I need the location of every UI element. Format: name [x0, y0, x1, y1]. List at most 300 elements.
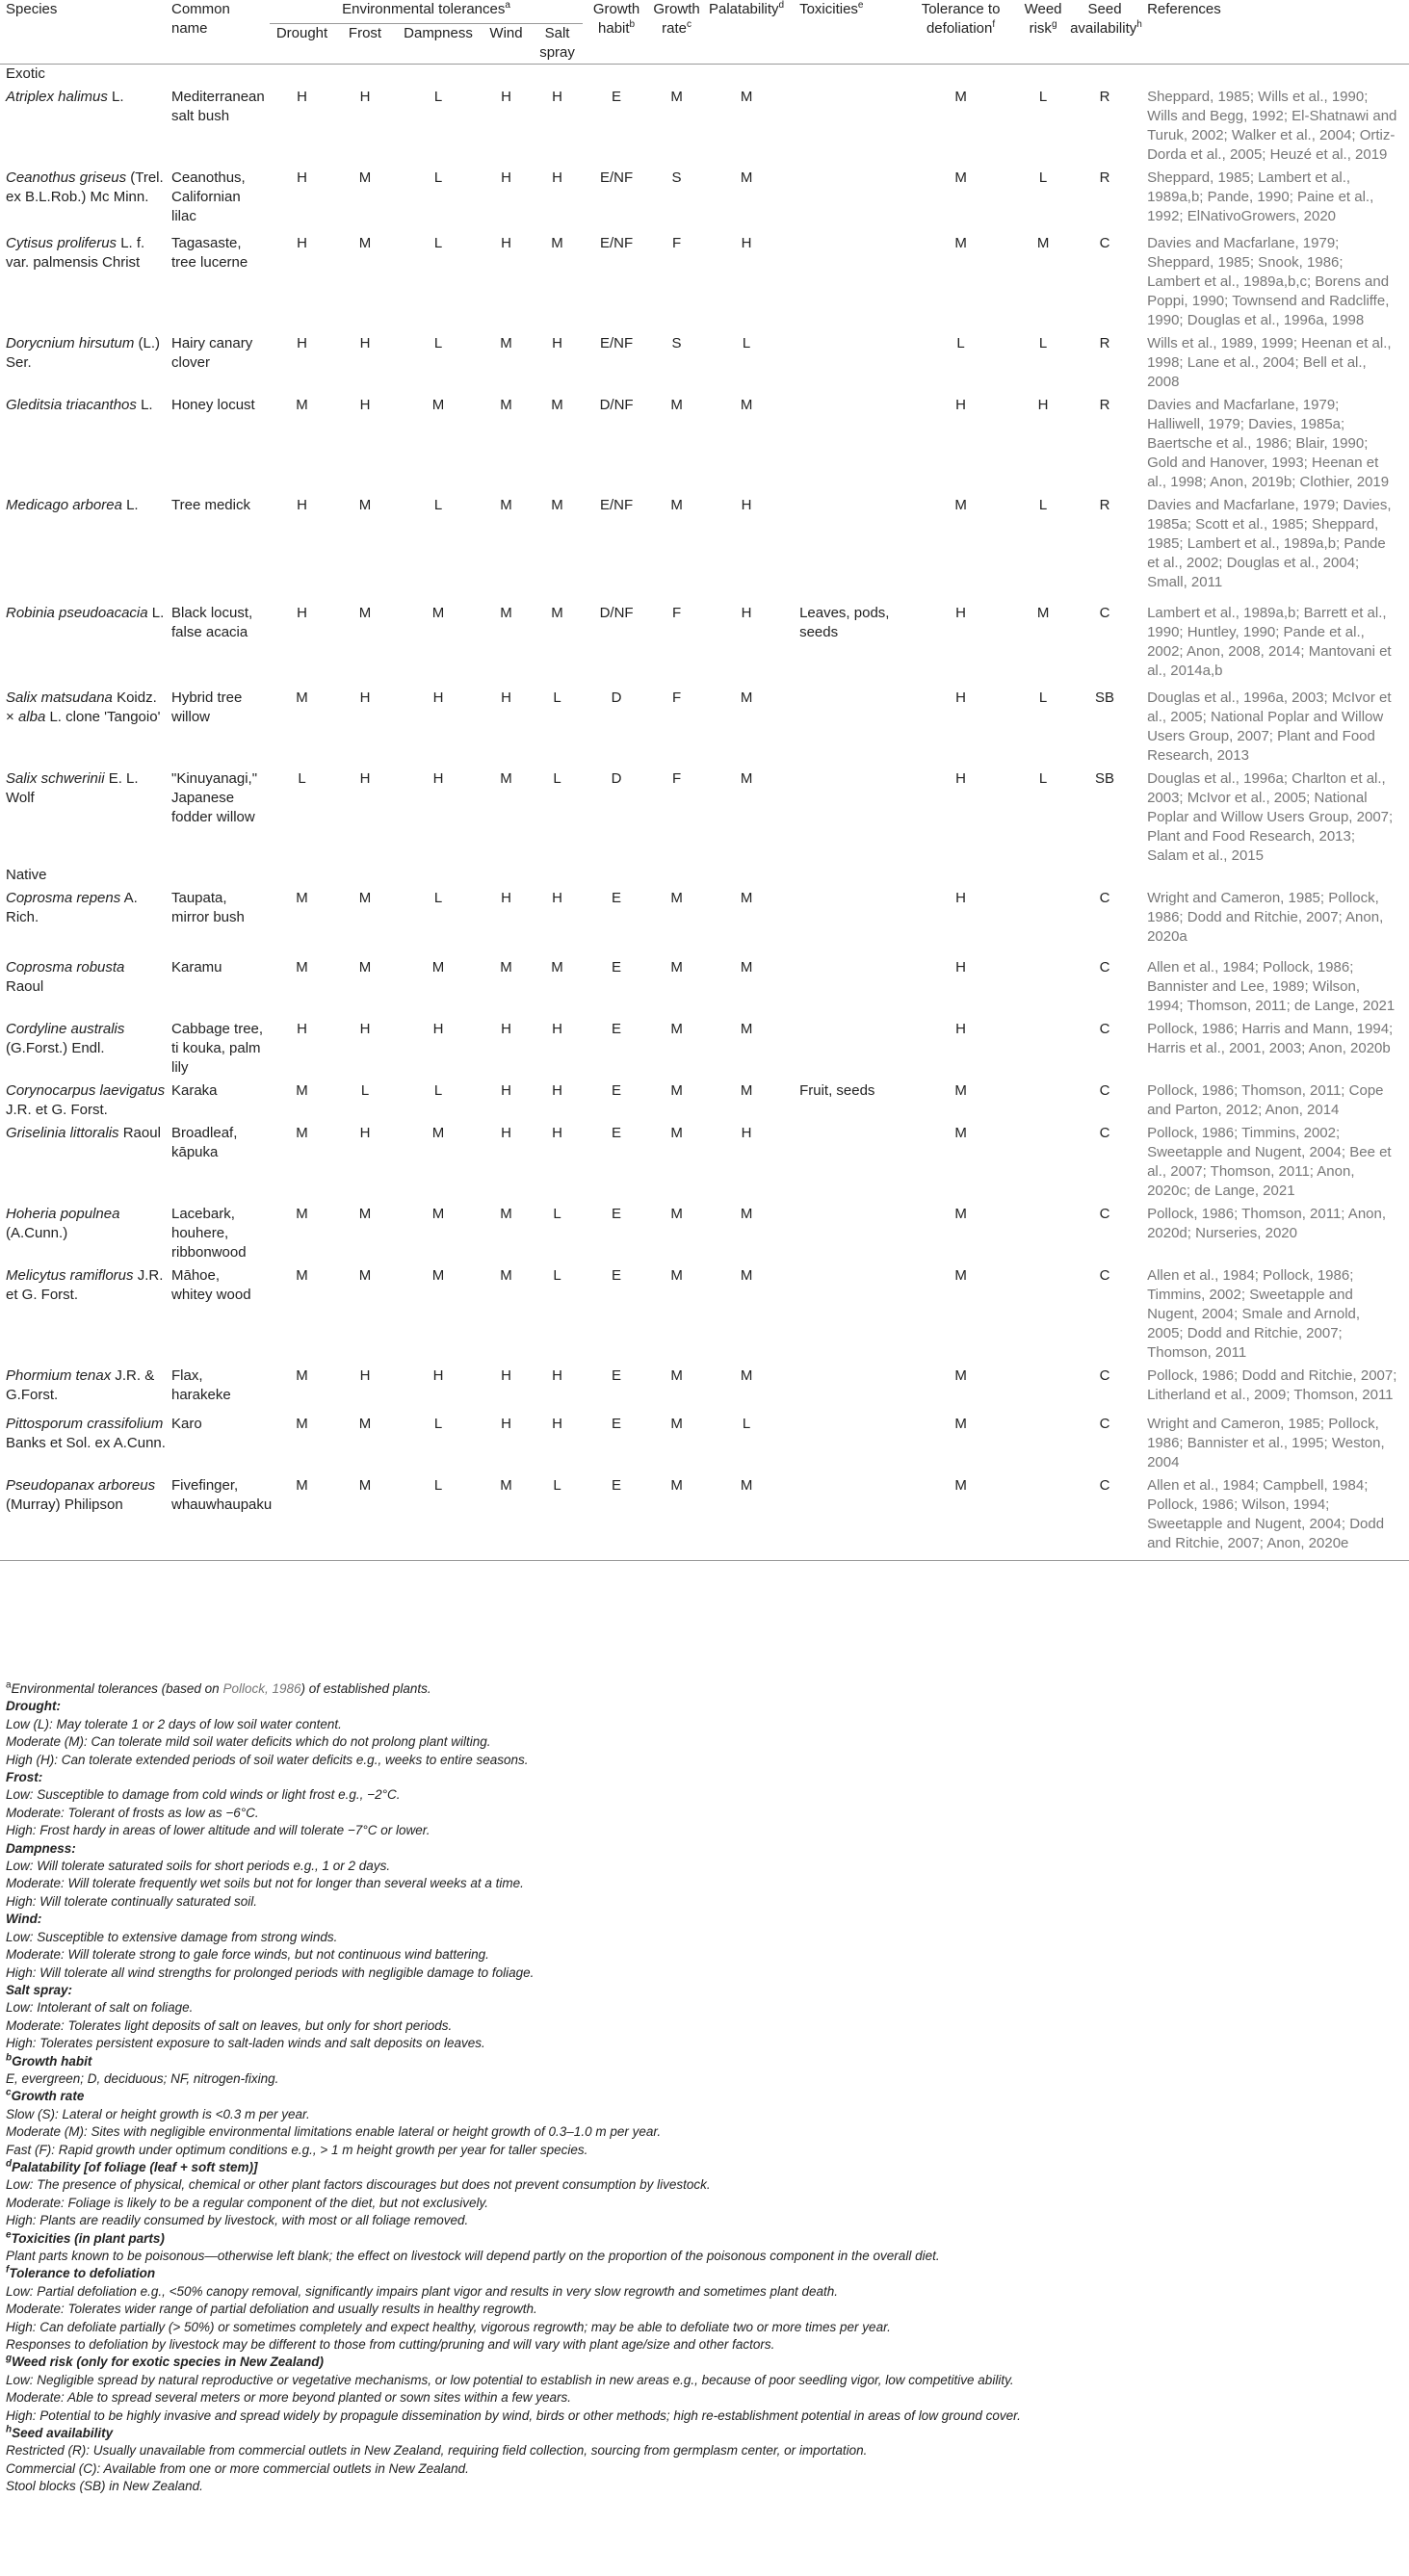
- seed-availability-cell: R: [1099, 497, 1110, 513]
- seed-availability-cell: SB: [1095, 770, 1115, 787]
- growth-habit-cell: E/NF: [599, 335, 634, 351]
- species-cell: [0, 492, 171, 600]
- growth-rate-cell: M: [670, 1082, 683, 1099]
- salt-spray-cell: L: [553, 1267, 561, 1284]
- common-name-cell: Cabbage tree, ti kouka, palm lily: [171, 1021, 264, 1076]
- growth-rate-cell: M: [670, 1477, 683, 1494]
- species-cell: [0, 230, 171, 330]
- footnotes: [6, 1680, 1393, 2496]
- toxicities-cell: Fruit, seeds: [799, 1082, 875, 1099]
- species-name-part: Corynocarpus laevigatus: [6, 1082, 166, 1099]
- dampness-cell: M: [431, 397, 445, 413]
- frost-cell: M: [358, 605, 372, 621]
- toxicities-cell: [790, 1472, 905, 1559]
- footnote-c-slow: Slow (S): Lateral or height growth is <0.3 m per year.: [6, 2106, 310, 2121]
- salt-spray-cell: L: [553, 690, 561, 706]
- seed-availability-cell: C: [1099, 1125, 1110, 1141]
- species-name-part: (L.) Ser.: [6, 335, 161, 371]
- weed-risk-cell: [1016, 1078, 1070, 1120]
- references-cell: Davies and Macfarlane, 1979; Halliwell, 1979; Davies, 1985a; Baertsche et al., 1986; Blair, 1990; Gold and Hanover, 1993; Heenan et al., 1998; Anon, 2019b; Clothier, 2019: [1147, 397, 1390, 490]
- growth-rate-cell: F: [671, 770, 682, 787]
- seed-availability-cell: SB: [1095, 690, 1115, 706]
- footnote-salt-high: High: Tolerates persistent exposure to salt-laden winds and salt deposits on leaves.: [6, 2036, 485, 2051]
- col-references: References: [1147, 1, 1221, 17]
- references-cell: Pollock, 1986; Timmins, 2002; Sweetapple and Nugent, 2004; Bee et al., 2007; Thomson, 2011; Anon, 2020c; de Lange, 2021: [1147, 1125, 1392, 1199]
- table-row: [0, 685, 1409, 766]
- table-row: [0, 1078, 1409, 1120]
- footnote-dampness-heading: Dampness:: [6, 1840, 76, 1856]
- table-row: [0, 330, 1409, 392]
- section-heading-native: Native: [6, 867, 47, 883]
- wind-cell: H: [501, 1416, 511, 1432]
- references-cell: Allen et al., 1984; Campbell, 1984; Pollock, 1986; Wilson, 1994; Sweetapple and Nugent, 2004; Dodd and Ritchie, 2007; Anon, 2020e: [1147, 1477, 1385, 1551]
- drought-cell: H: [297, 605, 307, 621]
- palatability-cell: M: [740, 169, 753, 186]
- species-name-part: Melicytus ramiflorus: [6, 1267, 134, 1284]
- footnote-b-heading: $^b$Growth habit: [6, 2052, 92, 2069]
- footnote-frost-low: Low: Susceptible to damage from cold winds or light frost e.g., −2°C.: [6, 1787, 401, 1803]
- growth-habit-cell: E: [612, 1206, 622, 1222]
- salt-spray-cell: H: [552, 335, 562, 351]
- drought-cell: M: [296, 690, 308, 706]
- header-row: [0, 0, 1409, 24]
- drought-cell: H: [297, 335, 307, 351]
- salt-spray-cell: H: [552, 1021, 562, 1037]
- references-cell: Pollock, 1986; Harris and Mann, 1994; Harris et al., 2001, 2003; Anon, 2020b: [1147, 1021, 1394, 1056]
- species-cell: [0, 1016, 171, 1078]
- wind-cell: M: [500, 959, 512, 976]
- species-cell: [0, 330, 171, 392]
- species-cell: [0, 1472, 171, 1559]
- table-row: [0, 1262, 1409, 1363]
- species-name-part: L. clone 'Tangoio': [45, 709, 161, 725]
- table-row: [0, 1411, 1409, 1472]
- wind-cell: H: [501, 1021, 511, 1037]
- toxicities-cell: [790, 230, 905, 330]
- seed-availability-cell: C: [1099, 890, 1110, 906]
- common-name-cell: Taupata, mirror bush: [171, 890, 245, 925]
- species-cell: [0, 165, 171, 230]
- dampness-cell: M: [431, 1206, 445, 1222]
- col-wind: Wind: [489, 25, 523, 41]
- footnote-g-heading: $^g$Weed risk (only for exotic species in New Zealand): [6, 2353, 324, 2370]
- common-name-cell: Fivefinger, whauwhaupaku: [171, 1477, 273, 1513]
- tolerance-defoliation-cell: H: [955, 690, 966, 706]
- footnote-f-responses: Responses to defoliation by livestock may be different to those from cutting/pruning and will vary with plant age/size and other factors.: [6, 2337, 775, 2353]
- frost-cell: M: [358, 1477, 372, 1494]
- species-name-part: L. f. var. palmensis Christ: [6, 235, 145, 271]
- growth-habit-cell: E: [612, 1125, 622, 1141]
- wind-cell: M: [500, 1206, 512, 1222]
- species-name-part: L.: [121, 497, 139, 513]
- references-cell: Lambert et al., 1989a,b; Barrett et al., 1990; Huntley, 1990; Pande et al., 2002; Anon, 2008, 2014; Mantovani et al., 2014a,b: [1147, 605, 1392, 679]
- table-row: [0, 766, 1409, 866]
- species-cell: [0, 954, 171, 1016]
- references-cell: Pollock, 1986; Thomson, 2011; Anon, 2020d; Nurseries, 2020: [1147, 1206, 1387, 1241]
- wind-cell: H: [501, 89, 511, 105]
- dampness-cell: L: [433, 1082, 443, 1099]
- drought-cell: H: [297, 497, 307, 513]
- drought-cell: M: [296, 397, 308, 413]
- footnote-wind-low: Low: Susceptible to extensive damage from strong winds.: [6, 1929, 338, 1944]
- seed-availability-cell: C: [1099, 235, 1110, 251]
- salt-spray-cell: M: [551, 235, 563, 251]
- salt-spray-cell: M: [551, 497, 563, 513]
- toxicities-cell: [790, 954, 905, 1016]
- col-growth-rate: Growth rate$^c$: [653, 1, 700, 37]
- species-cell: [0, 685, 171, 766]
- table-row: [0, 165, 1409, 230]
- references-cell: Allen et al., 1984; Pollock, 1986; Timmins, 2002; Sweetapple and Nugent, 2004; Smale and Arnold, 2005; Dodd and Ritchie, 2007; Thomson, 2011: [1147, 1267, 1361, 1361]
- palatability-cell: M: [740, 1082, 753, 1099]
- drought-cell: M: [296, 1267, 308, 1284]
- salt-spray-cell: H: [552, 1082, 562, 1099]
- wind-cell: H: [501, 1125, 511, 1141]
- references-cell: Allen et al., 1984; Pollock, 1986; Bannister and Lee, 1989; Wilson, 1994; Thomson, 2011; de Lange, 2021: [1147, 959, 1396, 1014]
- species-cell: [0, 1078, 171, 1120]
- species-name-part: Griselinia littoralis: [6, 1125, 119, 1141]
- footnote-frost-moderate: Moderate: Tolerant of frosts as low as −6°C.: [6, 1805, 259, 1820]
- table-row: [0, 954, 1409, 1016]
- seed-availability-cell: C: [1099, 1021, 1110, 1037]
- weed-risk-cell: M: [1036, 605, 1050, 621]
- toxicities-cell: [790, 392, 905, 492]
- toxicities-cell: [790, 165, 905, 230]
- dampness-cell: H: [432, 690, 444, 706]
- dampness-cell: H: [432, 770, 444, 787]
- frost-cell: M: [358, 1206, 372, 1222]
- species-name-part: Raoul: [118, 1125, 161, 1141]
- growth-rate-cell: M: [670, 1267, 683, 1284]
- salt-spray-cell: M: [551, 959, 563, 976]
- species-name-part: L.: [107, 89, 124, 105]
- species-cell: [0, 1120, 171, 1201]
- seed-availability-cell: C: [1099, 959, 1110, 976]
- references-cell: Davies and Macfarlane, 1979; Davies, 1985a; Scott et al., 1985; Sheppard, 1985; Lambert et al., 1989a,b; Pande et al., 2002; Douglas et al., 2004; Small, 2011: [1147, 497, 1392, 590]
- species-name-part: Pittosporum crassifolium: [6, 1416, 164, 1432]
- toxicities-cell: [790, 1262, 905, 1363]
- growth-habit-cell: E: [612, 1021, 622, 1037]
- dampness-cell: M: [431, 959, 445, 976]
- growth-habit-cell: E: [612, 1416, 622, 1432]
- salt-spray-cell: H: [552, 169, 562, 186]
- species-name-part: Salix schwerinii: [6, 770, 105, 787]
- dampness-cell: L: [433, 1477, 443, 1494]
- weed-risk-cell: [1016, 1472, 1070, 1559]
- growth-habit-cell: E: [612, 1082, 622, 1099]
- frost-cell: H: [359, 89, 371, 105]
- weed-risk-cell: M: [1036, 235, 1050, 251]
- tolerance-defoliation-cell: M: [954, 1267, 967, 1284]
- col-growth-habit: Growth habit$^b$: [592, 1, 640, 37]
- col-common-name: Common name: [171, 1, 230, 37]
- col-weed-risk: Weed risk$^g$: [1024, 1, 1062, 37]
- species-name-part: (Murray) Philipson: [6, 1496, 123, 1513]
- seed-availability-cell: R: [1099, 397, 1110, 413]
- toxicities-cell: [790, 1363, 905, 1411]
- seed-availability-cell: C: [1099, 605, 1110, 621]
- palatability-cell: M: [740, 959, 753, 976]
- salt-spray-cell: H: [552, 1125, 562, 1141]
- drought-cell: M: [296, 1125, 308, 1141]
- toxicities-cell: [790, 492, 905, 600]
- frost-cell: H: [359, 690, 371, 706]
- species-name-part: Robinia pseudoacacia: [6, 605, 148, 621]
- col-salt-spray: Salt spray: [539, 25, 575, 61]
- toxicities-cell: [790, 1120, 905, 1201]
- wind-cell: H: [501, 235, 511, 251]
- tolerance-defoliation-cell: M: [954, 89, 967, 105]
- growth-habit-cell: E/NF: [599, 169, 634, 186]
- weed-risk-cell: H: [1037, 397, 1049, 413]
- drought-cell: M: [296, 1367, 308, 1384]
- growth-rate-cell: F: [671, 235, 682, 251]
- col-drought: Drought: [275, 25, 328, 41]
- wind-cell: M: [500, 770, 512, 787]
- salt-spray-cell: L: [553, 1477, 561, 1494]
- col-seed-availability: Seed availability$^h$: [1070, 1, 1142, 37]
- seed-availability-cell: C: [1099, 1206, 1110, 1222]
- species-cell: [0, 766, 171, 866]
- species-cell: [0, 885, 171, 954]
- frost-cell: H: [359, 335, 371, 351]
- footnote-e-text: Plant parts known to be poisonous—otherwise left blank; the effect on livestock will depend partly on the proportion of the poisonous component in the overall diet.: [6, 2249, 940, 2263]
- references-cell: Pollock, 1986; Dodd and Ritchie, 2007; Litherland et al., 2009; Thomson, 2011: [1147, 1367, 1397, 1403]
- species-name-part: Dorycnium hirsutum: [6, 335, 135, 351]
- species-name-part: Cytisus proliferus: [6, 235, 117, 251]
- footnote-h-stool: Stool blocks (SB) in New Zealand.: [6, 2479, 203, 2494]
- tolerance-defoliation-cell: H: [955, 397, 966, 413]
- references-cell: Douglas et al., 1996a; Charlton et al., 2003; McIvor et al., 2005; National Poplar and Willow Users Group, 2007; Plant and Food Research, 2013; Salam et al., 2015: [1147, 770, 1394, 864]
- footnote-frost-high: High: Frost hardy in areas of lower altitude and will tolerate −7°C or lower.: [6, 1823, 431, 1838]
- palatability-cell: M: [740, 770, 753, 787]
- growth-habit-cell: E/NF: [599, 497, 634, 513]
- tolerance-defoliation-cell: H: [955, 605, 966, 621]
- species-name-part: Raoul: [6, 978, 44, 995]
- frost-cell: M: [358, 235, 372, 251]
- footnote-salt-heading: Salt spray:: [6, 1982, 73, 1997]
- col-dampness: Dampness: [404, 25, 473, 41]
- dampness-cell: L: [433, 1416, 443, 1432]
- tolerance-defoliation-cell: H: [955, 959, 966, 976]
- seed-availability-cell: C: [1099, 1416, 1110, 1432]
- footnote-wind-high: High: Will tolerate all wind strengths for prolonged periods with negligible damage to foliage.: [6, 1965, 535, 1980]
- growth-habit-cell: D: [611, 770, 622, 787]
- references-cell: Wills et al., 1989, 1999; Heenan et al., 1998; Lane et al., 2004; Bell et al., 2008: [1147, 335, 1392, 390]
- toxicities-cell: [790, 885, 905, 954]
- growth-rate-cell: M: [670, 1021, 683, 1037]
- footnote-wind-moderate: Moderate: Will tolerate strong to gale force winds, but not continuous wind battering.: [6, 1947, 489, 1963]
- palatability-cell: H: [741, 1125, 752, 1141]
- frost-cell: M: [358, 169, 372, 186]
- footnote-h-commercial: Commercial (C): Available from one or more commercial outlets in New Zealand.: [6, 2460, 469, 2476]
- toxicities-cell: [790, 84, 905, 165]
- footnote-a: $^a$Environmental tolerances (based on Pollock, 1986) of established plants.: [6, 1679, 431, 1696]
- footnote-f-high: High: Can defoliate partially (> 50%) or sometimes completely and expect healthy, vigorous regrowth; may be able to defoliate two or more times per year.: [6, 2319, 891, 2334]
- wind-cell: H: [501, 1082, 511, 1099]
- species-cell: [0, 1201, 171, 1262]
- tolerance-defoliation-cell: H: [955, 890, 966, 906]
- growth-rate-cell: M: [670, 1367, 683, 1384]
- growth-rate-cell: M: [670, 497, 683, 513]
- growth-habit-cell: E: [612, 89, 622, 105]
- dampness-cell: L: [433, 335, 443, 351]
- seed-availability-cell: C: [1099, 1082, 1110, 1099]
- table-row: [0, 230, 1409, 330]
- footnote-drought-heading: Drought:: [6, 1699, 61, 1714]
- palatability-cell: M: [740, 690, 753, 706]
- palatability-cell: L: [742, 1416, 751, 1432]
- dampness-cell: H: [432, 1367, 444, 1384]
- table-row: [0, 392, 1409, 492]
- species-cell: [0, 600, 171, 685]
- wind-cell: H: [501, 690, 511, 706]
- seed-availability-cell: C: [1099, 1267, 1110, 1284]
- common-name-cell: Flax, harakeke: [171, 1367, 231, 1403]
- footnote-drought-moderate: Moderate (M): Can tolerate mild soil water deficits which do not prolong plant wilting.: [6, 1734, 491, 1750]
- frost-cell: H: [359, 397, 371, 413]
- species-name-part: Ceanothus griseus: [6, 169, 127, 186]
- references-cell: Wright and Cameron, 1985; Pollock, 1986; Dodd and Ritchie, 2007; Anon, 2020a: [1147, 890, 1384, 945]
- drought-cell: M: [296, 1416, 308, 1432]
- common-name-cell: Honey locust: [171, 397, 255, 413]
- salt-spray-cell: H: [552, 890, 562, 906]
- frost-cell: H: [359, 770, 371, 787]
- species-cell: [0, 84, 171, 165]
- dampness-cell: L: [433, 169, 443, 186]
- footnote-d-high: High: Plants are readily consumed by livestock, with most or all foliage removed.: [6, 2213, 469, 2228]
- tolerance-defoliation-cell: M: [954, 1082, 967, 1099]
- common-name-cell: Karaka: [171, 1082, 218, 1099]
- drought-cell: H: [297, 169, 307, 186]
- growth-habit-cell: D: [611, 690, 622, 706]
- wind-cell: M: [500, 1267, 512, 1284]
- species-cell: [0, 1411, 171, 1472]
- palatability-cell: H: [741, 605, 752, 621]
- salt-spray-cell: H: [552, 1367, 562, 1384]
- table-row: [0, 492, 1409, 600]
- common-name-cell: Broadleaf, kāpuka: [171, 1125, 238, 1160]
- growth-rate-cell: M: [670, 397, 683, 413]
- drought-cell: M: [296, 1082, 308, 1099]
- common-name-cell: "Kinuyanagi," Japanese fodder willow: [171, 770, 258, 825]
- wind-cell: M: [500, 335, 512, 351]
- footnote-drought-low: Low (L): May tolerate 1 or 2 days of low soil water content.: [6, 1716, 342, 1731]
- species-name-part: (G.Forst.) Endl.: [6, 1040, 105, 1056]
- tolerance-defoliation-cell: L: [956, 335, 965, 351]
- wind-cell: H: [501, 169, 511, 186]
- frost-cell: M: [358, 1416, 372, 1432]
- common-name-cell: Karo: [171, 1416, 202, 1432]
- col-tolerance-defoliation: Tolerance to defoliation$^f$: [921, 1, 1001, 37]
- footnote-f-heading: $^f$Tolerance to defoliation: [6, 2264, 156, 2281]
- species-name-part: J.R. et G. Forst.: [6, 1267, 164, 1303]
- salt-spray-cell: H: [552, 89, 562, 105]
- palatability-cell: H: [741, 497, 752, 513]
- common-name-cell: Mediterranean salt bush: [171, 89, 265, 124]
- growth-habit-cell: E: [612, 1267, 622, 1284]
- palatability-cell: M: [740, 1267, 753, 1284]
- drought-cell: H: [297, 89, 307, 105]
- palatability-cell: M: [740, 89, 753, 105]
- weed-risk-cell: L: [1038, 497, 1048, 513]
- tolerance-defoliation-cell: M: [954, 1125, 967, 1141]
- species-name-part: Koidz. ×: [6, 690, 157, 725]
- footnote-dampness-low: Low: Will tolerate saturated soils for short periods e.g., 1 or 2 days.: [6, 1859, 391, 1874]
- tolerance-defoliation-cell: H: [955, 1021, 966, 1037]
- common-name-cell: Tree medick: [171, 497, 250, 513]
- frost-cell: H: [359, 1367, 371, 1384]
- growth-rate-cell: M: [670, 89, 683, 105]
- palatability-cell: M: [740, 1021, 753, 1037]
- footnote-b-text: E, evergreen; D, deciduous; NF, nitrogen-fixing.: [6, 2070, 279, 2086]
- references-cell: Douglas et al., 1996a, 2003; McIvor et al., 2005; National Poplar and Willow Users Group, 2007; Plant and Food Research, 2013: [1147, 690, 1392, 764]
- dampness-cell: L: [433, 235, 443, 251]
- weed-risk-cell: [1016, 1120, 1070, 1201]
- footnote-f-moderate: Moderate: Tolerates wider range of partial defoliation and usually results in healthy regrowth.: [6, 2302, 537, 2317]
- footnote-g-low: Low: Negligible spread by natural reproductive or vegetative mechanisms, or low potential to establish in new areas e.g., because of poor seedling vigor, low competitive ability.: [6, 2372, 1014, 2387]
- growth-habit-cell: E: [612, 1477, 622, 1494]
- salt-spray-cell: M: [551, 605, 563, 621]
- dampness-cell: M: [431, 605, 445, 621]
- footnote-wind-heading: Wind:: [6, 1912, 42, 1927]
- growth-rate-cell: M: [670, 1206, 683, 1222]
- salt-spray-cell: H: [552, 1416, 562, 1432]
- wind-cell: M: [500, 497, 512, 513]
- drought-cell: M: [296, 1206, 308, 1222]
- toxicities-cell: [790, 685, 905, 766]
- growth-habit-cell: D/NF: [599, 605, 634, 621]
- common-name-cell: Hybrid tree willow: [171, 690, 243, 725]
- footnote-e-heading: $^e$Toxicities (in plant parts): [6, 2229, 165, 2246]
- common-name-cell: Māhoe, whitey wood: [171, 1267, 251, 1303]
- seed-availability-cell: R: [1099, 89, 1110, 105]
- common-name-cell: Karamu: [171, 959, 222, 976]
- growth-rate-cell: S: [671, 169, 682, 186]
- species-name-part: Atriplex halimus: [6, 89, 108, 105]
- references-cell: Wright and Cameron, 1985; Pollock, 1986; Bannister et al., 1995; Weston, 2004: [1147, 1416, 1385, 1470]
- species-name-part: (A.Cunn.): [6, 1225, 68, 1241]
- dampness-cell: M: [431, 1267, 445, 1284]
- palatability-cell: M: [740, 397, 753, 413]
- wind-cell: M: [500, 605, 512, 621]
- dampness-cell: L: [433, 89, 443, 105]
- frost-cell: M: [358, 959, 372, 976]
- toxicities-cell: [790, 330, 905, 392]
- drought-cell: M: [296, 1477, 308, 1494]
- palatability-cell: M: [740, 890, 753, 906]
- footnote-c-fast: Fast (F): Rapid growth under optimum conditions e.g., > 1 m height growth per year for taller species.: [6, 2142, 588, 2157]
- growth-rate-cell: S: [671, 335, 682, 351]
- table-row: [0, 84, 1409, 165]
- tolerance-defoliation-cell: M: [954, 497, 967, 513]
- palatability-cell: M: [740, 1206, 753, 1222]
- growth-habit-cell: E: [612, 890, 622, 906]
- weed-risk-cell: [1016, 1201, 1070, 1262]
- footnote-frost-heading: Frost:: [6, 1770, 43, 1785]
- weed-risk-cell: L: [1038, 169, 1048, 186]
- growth-habit-cell: E: [612, 959, 622, 976]
- species-cell: [0, 392, 171, 492]
- common-name-cell: Ceanothus, Californian lilac: [171, 169, 246, 224]
- growth-rate-cell: F: [671, 605, 682, 621]
- toxicities-cell: [790, 1016, 905, 1078]
- col-palatability: Palatability$^d$: [709, 0, 785, 17]
- table-row: [0, 1472, 1409, 1559]
- weed-risk-cell: [1016, 1262, 1070, 1363]
- species-name-part: Pseudopanax arboreus: [6, 1477, 156, 1494]
- footnote-dampness-high: High: Will tolerate continually saturated soil.: [6, 1893, 258, 1909]
